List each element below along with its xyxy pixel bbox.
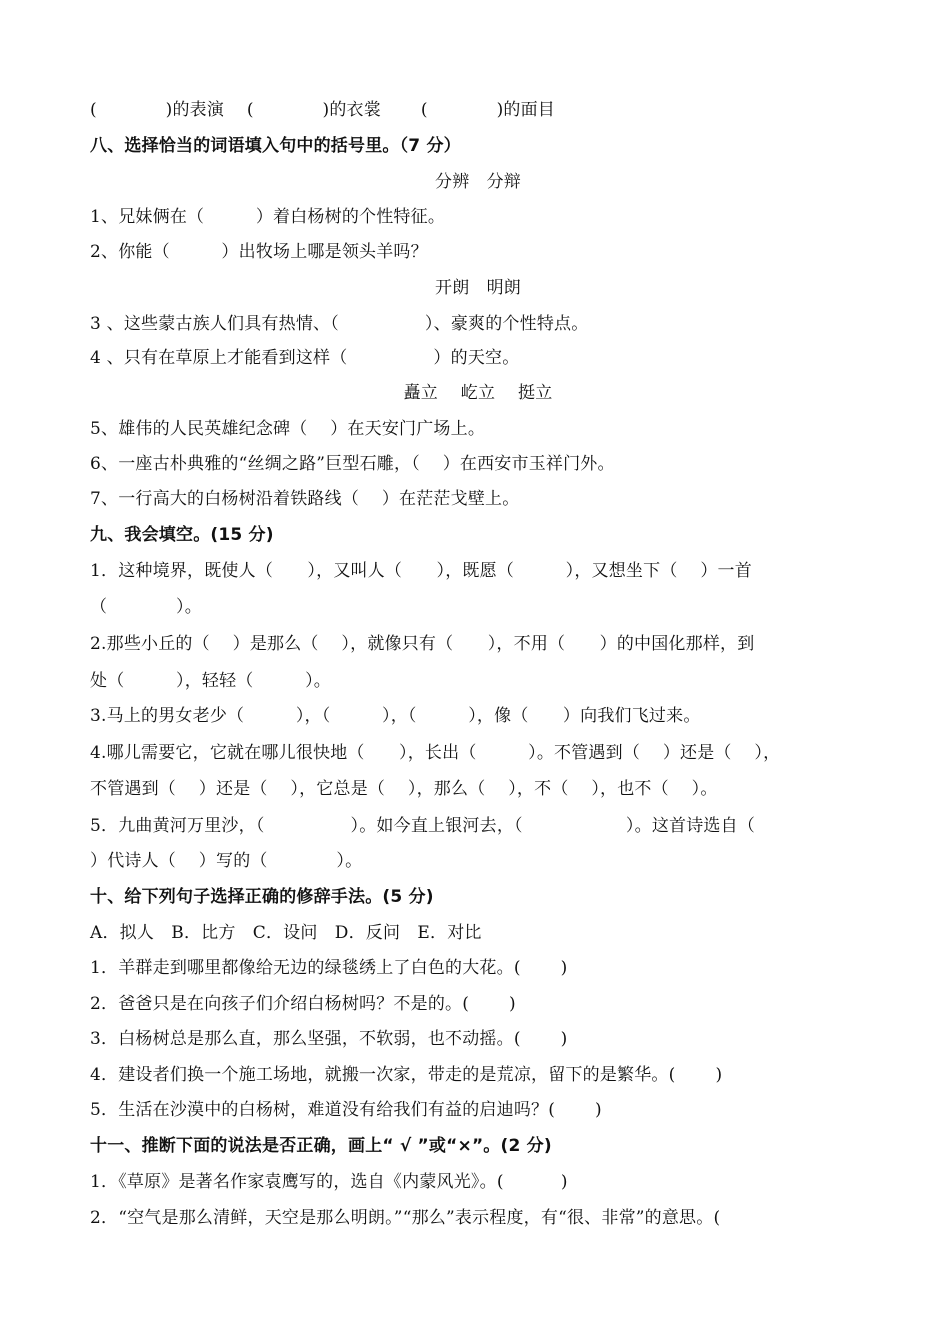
question-9-5-line-2: ）代诗人（ ）写的（ ）。	[90, 851, 363, 871]
question-9-3: 3.马上的男女老少（ ），（ ），（ ），像（ ）向我们飞过来。	[90, 706, 701, 726]
section-8-heading: 八、选择恰当的词语填入句中的括号里。（7 分）	[90, 136, 461, 156]
question-9-2-line-2: 处（ ），轻轻（ ）。	[90, 671, 331, 691]
question-8-2: 2、你能（ ）出牧场上哪是领头羊吗？	[90, 242, 428, 262]
question-8-7: 7、一行高大的白杨树沿着铁路线（ ）在茫茫戈壁上。	[90, 489, 520, 509]
question-10-3: 3．白杨树总是那么直，那么坚强，不软弱，也不动摇。( )	[90, 1029, 568, 1049]
question-9-4-line-1: 4.哪儿需要它，它就在哪儿很快地（ ），长出（ ）。不管遇到（ ）还是（ ），	[90, 743, 781, 763]
blank-phrases-line: ( )的表演 ( )的衣裳 ( )的面目	[90, 100, 556, 120]
word-choices-1: 分辨 分辩	[435, 172, 521, 192]
question-8-1: 1、兄妹俩在（ ）着白杨树的个性特征。	[90, 207, 446, 227]
section-9-heading: 九、我会填空。(15 分)	[90, 525, 274, 545]
section-10-heading: 十、给下列句子选择正确的修辞手法。(5 分)	[90, 887, 434, 907]
word-choices-3: 矗立 屹立 挺立	[403, 383, 553, 403]
rhetoric-options: A．拟人 B．比方 C．设问 D．反问 E．对比	[90, 923, 482, 943]
section-11-heading: 十一、推断下面的说法是否正确，画上“ √ ”或“×”。(2 分)	[90, 1136, 552, 1156]
question-10-4: 4．建设者们换一个施工场地，就搬一次家，带走的是荒凉，留下的是繁华。( )	[90, 1065, 723, 1085]
question-8-4: 4 、只有在草原上才能看到这样（ ）的天空。	[90, 348, 520, 368]
question-9-1-line-2: （ ）。	[90, 597, 202, 617]
question-9-5-line-1: 5．九曲黄河万里沙，（ ）。如今直上银河去，（ ）。这首诗选自（	[90, 816, 756, 836]
word-choices-2: 开朗 明朗	[435, 278, 521, 298]
question-11-1: 1．《草原》是著名作家袁鹰写的，选自《内蒙风光》。( )	[90, 1172, 568, 1192]
question-10-1: 1．羊群走到哪里都像给无边的绿毯绣上了白色的大花。( )	[90, 958, 568, 978]
question-10-2: 2．爸爸只是在向孩子们介绍白杨树吗？不是的。( )	[90, 994, 516, 1014]
question-8-3: 3 、这些蒙古族人们具有热情、（ ）、豪爽的个性特点。	[90, 314, 589, 334]
question-10-5: 5．生活在沙漠中的白杨树，难道没有给我们有益的启迪吗？( )	[90, 1100, 602, 1120]
question-8-6: 6、一座古朴典雅的“丝绸之路”巨型石雕，（ ）在西安市玉祥门外。	[90, 454, 615, 474]
question-8-5: 5、雄伟的人民英雄纪念碑（ ）在天安门广场上。	[90, 419, 486, 439]
question-11-2: 2．“空气是那么清鲜，天空是那么明朗。”“那么”表示程度，有“很、非常”的意思。(	[90, 1208, 721, 1228]
question-9-4-line-2: 不管遇到（ ）还是（ ），它总是（ ），那么（ ），不（ ），也不（ ）。	[90, 779, 718, 799]
question-9-1-line-1: 1．这种境界，既使人（ ），又叫人（ ），既愿（ ），又想坐下（ ）一首	[90, 561, 752, 581]
question-9-2-line-1: 2.那些小丘的（ ）是那么（ ），就像只有（ ），不用（ ）的中国化那样，到	[90, 634, 755, 654]
